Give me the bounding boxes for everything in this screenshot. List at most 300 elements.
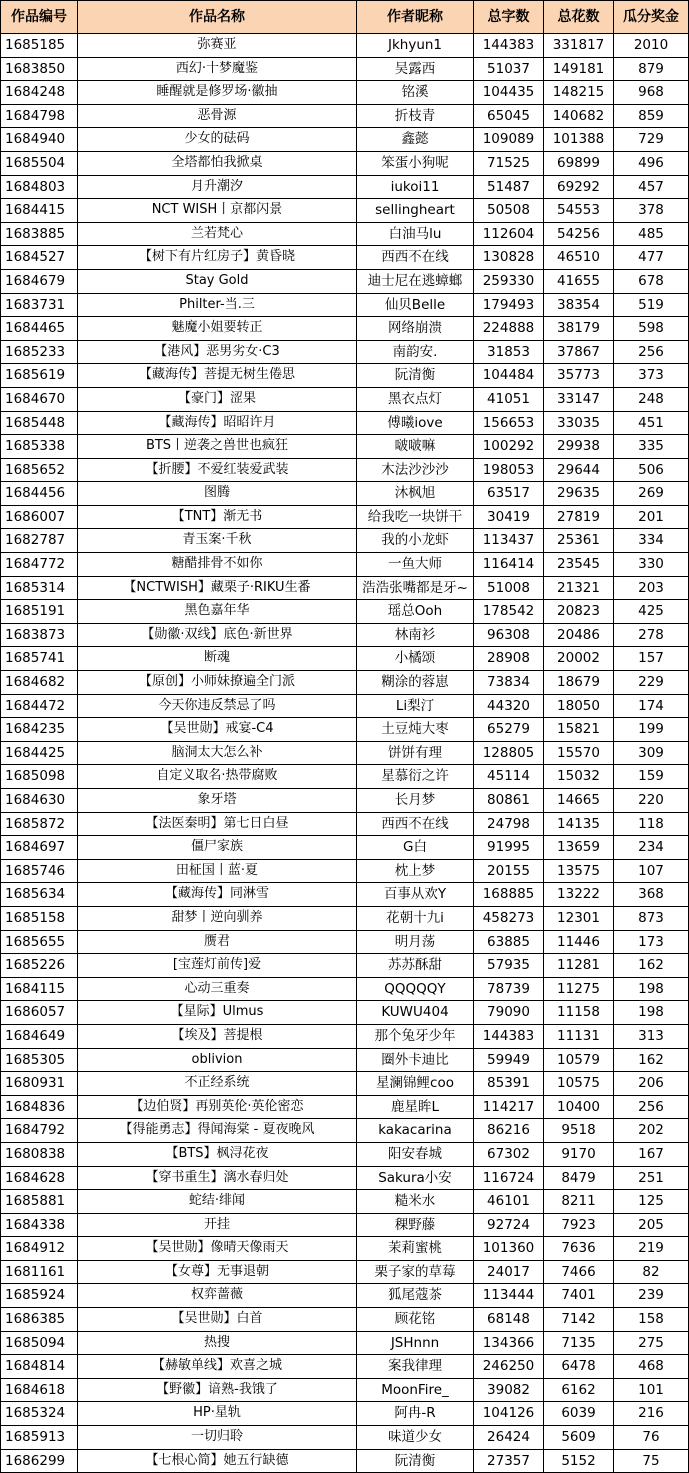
cell-work-id: 1685619 <box>1 364 78 388</box>
cell-bonus: 859 <box>614 104 689 128</box>
cell-author: 糙米水 <box>357 1190 474 1214</box>
cell-word-count: 179493 <box>474 293 544 317</box>
table-row <box>1 836 689 860</box>
cell-bonus: 477 <box>614 246 689 270</box>
header-flower-count: 总花数 <box>544 1 614 34</box>
cell-work-id: 1685652 <box>1 458 78 482</box>
table-row <box>1 435 689 459</box>
cell-flower-count: 10400 <box>544 1095 614 1119</box>
cell-bonus: 101 <box>614 1378 689 1402</box>
cell-word-count: 246250 <box>474 1355 544 1379</box>
table-row <box>1 364 689 388</box>
cell-word-count: 78739 <box>474 977 544 1001</box>
table-row <box>1 529 689 553</box>
cell-flower-count: 38179 <box>544 317 614 341</box>
cell-work-title: NCT WISH丨京都闪景 <box>78 199 357 223</box>
cell-word-count: 51487 <box>474 175 544 199</box>
cell-word-count: 259330 <box>474 269 544 293</box>
table-row <box>1 694 689 718</box>
cell-bonus: 519 <box>614 293 689 317</box>
cell-author: 迪士尼在逃蟑螂 <box>357 269 474 293</box>
cell-bonus: 335 <box>614 435 689 459</box>
cell-work-title: 【折腰】不爱红装爱武装 <box>78 458 357 482</box>
cell-word-count: 134366 <box>474 1331 544 1355</box>
cell-author: 饼饼有理 <box>357 741 474 765</box>
table-row <box>1 1001 689 1025</box>
cell-work-title: oblivion <box>78 1048 357 1072</box>
cell-flower-count: 11158 <box>544 1001 614 1025</box>
cell-work-id: 1683850 <box>1 57 78 81</box>
cell-author: 吴露西 <box>357 57 474 81</box>
cell-word-count: 20155 <box>474 859 544 883</box>
table-row <box>1 1024 689 1048</box>
cell-work-title: BTS丨逆袭之兽世也疯狂 <box>78 435 357 459</box>
table-row <box>1 199 689 223</box>
cell-work-id: 1684697 <box>1 836 78 860</box>
cell-flower-count: 6478 <box>544 1355 614 1379</box>
cell-bonus: 167 <box>614 1142 689 1166</box>
cell-work-title: 【原创】小师妹撩遍全门派 <box>78 671 357 695</box>
table-row <box>1 718 689 742</box>
table-row <box>1 906 689 930</box>
cell-author: 给我吃一块饼干 <box>357 505 474 529</box>
cell-word-count: 104484 <box>474 364 544 388</box>
cell-work-title: 【女尊】无事退朝 <box>78 1260 357 1284</box>
cell-flower-count: 11131 <box>544 1024 614 1048</box>
table-row <box>1 1426 689 1450</box>
cell-author: MoonFire_ <box>357 1378 474 1402</box>
table-row <box>1 269 689 293</box>
cell-author: 苏苏酥甜 <box>357 954 474 978</box>
cell-bonus: 198 <box>614 1001 689 1025</box>
cell-word-count: 41051 <box>474 387 544 411</box>
cell-work-id: 1684630 <box>1 789 78 813</box>
cell-word-count: 51037 <box>474 57 544 81</box>
cell-flower-count: 6162 <box>544 1378 614 1402</box>
cell-author: 西西不在线 <box>357 812 474 836</box>
table-row <box>1 293 689 317</box>
cell-work-title: 【豪门】涩果 <box>78 387 357 411</box>
cell-flower-count: 8479 <box>544 1166 614 1190</box>
table-row <box>1 1260 689 1284</box>
cell-work-id: 1685924 <box>1 1284 78 1308</box>
cell-work-title: 蛇结·绯闻 <box>78 1190 357 1214</box>
cell-flower-count: 148215 <box>544 81 614 105</box>
cell-bonus: 219 <box>614 1237 689 1261</box>
cell-bonus: 173 <box>614 930 689 954</box>
table-row <box>1 954 689 978</box>
cell-bonus: 729 <box>614 128 689 152</box>
table-row <box>1 930 689 954</box>
cell-author: 味道少女 <box>357 1426 474 1450</box>
cell-bonus: 107 <box>614 859 689 883</box>
cell-work-id: 1685448 <box>1 411 78 435</box>
cell-bonus: 202 <box>614 1119 689 1143</box>
cell-word-count: 113444 <box>474 1284 544 1308</box>
table-row <box>1 576 689 600</box>
cell-work-id: 1683731 <box>1 293 78 317</box>
cell-work-id: 1685634 <box>1 883 78 907</box>
cell-work-title: 少女的砝码 <box>78 128 357 152</box>
cell-bonus: 82 <box>614 1260 689 1284</box>
cell-author: 那个兔牙少年 <box>357 1024 474 1048</box>
table-row <box>1 1284 689 1308</box>
cell-work-title: [宝莲灯前传]爱 <box>78 954 357 978</box>
cell-work-id: 1681161 <box>1 1260 78 1284</box>
cell-word-count: 112604 <box>474 222 544 246</box>
cell-work-title: 全塔都怕我掀桌 <box>78 151 357 175</box>
cell-flower-count: 11281 <box>544 954 614 978</box>
table-row <box>1 1449 689 1473</box>
table-row <box>1 128 689 152</box>
cell-flower-count: 11275 <box>544 977 614 1001</box>
cell-bonus: 334 <box>614 529 689 553</box>
cell-author: 阳安春城 <box>357 1142 474 1166</box>
cell-bonus: 330 <box>614 553 689 577</box>
cell-flower-count: 14665 <box>544 789 614 813</box>
cell-author: 木法沙沙沙 <box>357 458 474 482</box>
cell-flower-count: 18050 <box>544 694 614 718</box>
cell-author: Sakura小安 <box>357 1166 474 1190</box>
table-row <box>1 1237 689 1261</box>
cell-bonus: 485 <box>614 222 689 246</box>
cell-word-count: 198053 <box>474 458 544 482</box>
cell-work-id: 1684679 <box>1 269 78 293</box>
cell-word-count: 24017 <box>474 1260 544 1284</box>
cell-author: 浩浩张嘴都是牙~ <box>357 576 474 600</box>
cell-work-id: 1684682 <box>1 671 78 695</box>
cell-flower-count: 7923 <box>544 1213 614 1237</box>
cell-work-id: 1683873 <box>1 623 78 647</box>
cell-flower-count: 15032 <box>544 765 614 789</box>
cell-work-title: 【树下有片红房子】黄昏晓 <box>78 246 357 270</box>
cell-flower-count: 9170 <box>544 1142 614 1166</box>
cell-work-id: 1684628 <box>1 1166 78 1190</box>
cell-author: 网络崩溃 <box>357 317 474 341</box>
cell-work-title: 【法医秦明】第七日白昼 <box>78 812 357 836</box>
cell-flower-count: 27819 <box>544 505 614 529</box>
table-row <box>1 317 689 341</box>
cell-work-id: 1684836 <box>1 1095 78 1119</box>
cell-bonus: 174 <box>614 694 689 718</box>
cell-flower-count: 7142 <box>544 1308 614 1332</box>
cell-author: 长月梦 <box>357 789 474 813</box>
cell-word-count: 59949 <box>474 1048 544 1072</box>
cell-bonus: 229 <box>614 671 689 695</box>
cell-word-count: 144383 <box>474 1024 544 1048</box>
cell-author: 阮清衡 <box>357 1449 474 1473</box>
table-body <box>1 34 689 1473</box>
cell-work-id: 1686299 <box>1 1449 78 1473</box>
cell-work-id: 1685191 <box>1 600 78 624</box>
cell-work-title: 【赫敏单线】欢喜之城 <box>78 1355 357 1379</box>
header-word-count: 总字数 <box>474 1 544 34</box>
cell-word-count: 79090 <box>474 1001 544 1025</box>
cell-bonus: 220 <box>614 789 689 813</box>
cell-work-title: 【吴世勋】戒宴-C4 <box>78 718 357 742</box>
cell-work-title: 西幻·十梦魔鉴 <box>78 57 357 81</box>
cell-word-count: 51008 <box>474 576 544 600</box>
cell-author: 我的小龙虾 <box>357 529 474 553</box>
cell-author: 瑶总Ooh <box>357 600 474 624</box>
cell-author: 南韵安. <box>357 340 474 364</box>
cell-author: 花朝十九i <box>357 906 474 930</box>
cell-word-count: 30419 <box>474 505 544 529</box>
table-row <box>1 600 689 624</box>
table-row <box>1 505 689 529</box>
cell-author: 栗子家的草莓 <box>357 1260 474 1284</box>
cell-work-id: 1684912 <box>1 1237 78 1261</box>
cell-flower-count: 5152 <box>544 1449 614 1473</box>
cell-author: 小橘颂 <box>357 647 474 671</box>
table-row <box>1 1166 689 1190</box>
cell-work-title: 甜梦丨逆向驯养 <box>78 906 357 930</box>
cell-work-id: 1686007 <box>1 505 78 529</box>
cell-bonus: 457 <box>614 175 689 199</box>
table-row <box>1 789 689 813</box>
cell-word-count: 156653 <box>474 411 544 435</box>
cell-word-count: 458273 <box>474 906 544 930</box>
cell-word-count: 101360 <box>474 1237 544 1261</box>
cell-work-title: 【得能勇志】得闻海棠 - 夏夜晚风 <box>78 1119 357 1143</box>
cell-work-title: 脑洞太大怎么补 <box>78 741 357 765</box>
table-row <box>1 1190 689 1214</box>
cell-bonus: 206 <box>614 1072 689 1096</box>
cell-author: 折枝青 <box>357 104 474 128</box>
cell-word-count: 86216 <box>474 1119 544 1143</box>
table-row <box>1 151 689 175</box>
table-row <box>1 1095 689 1119</box>
cell-work-title: 【藏海传】菩提无树生倦思 <box>78 364 357 388</box>
cell-flower-count: 5609 <box>544 1426 614 1450</box>
cell-flower-count: 6039 <box>544 1402 614 1426</box>
header-bonus: 瓜分奖金 <box>614 1 689 34</box>
cell-bonus: 2010 <box>614 34 689 58</box>
cell-word-count: 24798 <box>474 812 544 836</box>
cell-bonus: 269 <box>614 482 689 506</box>
table-row <box>1 34 689 58</box>
cell-work-id: 1684792 <box>1 1119 78 1143</box>
table-row <box>1 1308 689 1332</box>
cell-flower-count: 69899 <box>544 151 614 175</box>
cell-work-title: 【勋徽·双线】底色·新世界 <box>78 623 357 647</box>
cell-work-title: 权弈蔷薇 <box>78 1284 357 1308</box>
cell-word-count: 27357 <box>474 1449 544 1473</box>
header-row <box>1 1 689 34</box>
cell-work-title: 黑色嘉年华 <box>78 600 357 624</box>
cell-work-title: 魅魔小姐要转正 <box>78 317 357 341</box>
table-row <box>1 1331 689 1355</box>
cell-author: 笨蛋小狗呢 <box>357 151 474 175</box>
cell-bonus: 968 <box>614 81 689 105</box>
table-row <box>1 1048 689 1072</box>
table-row <box>1 1213 689 1237</box>
cell-work-id: 1685233 <box>1 340 78 364</box>
cell-author: 铭溪 <box>357 81 474 105</box>
cell-bonus: 203 <box>614 576 689 600</box>
cell-word-count: 45114 <box>474 765 544 789</box>
table-row <box>1 175 689 199</box>
cell-bonus: 76 <box>614 1426 689 1450</box>
cell-work-id: 1684803 <box>1 175 78 199</box>
cell-flower-count: 7636 <box>544 1237 614 1261</box>
cell-work-id: 1684115 <box>1 977 78 1001</box>
cell-bonus: 198 <box>614 977 689 1001</box>
cell-author: kakacarina <box>357 1119 474 1143</box>
cell-author: 西西不在线 <box>357 246 474 270</box>
table-row <box>1 1355 689 1379</box>
cell-word-count: 26424 <box>474 1426 544 1450</box>
cell-bonus: 251 <box>614 1166 689 1190</box>
cell-bonus: 879 <box>614 57 689 81</box>
table-row <box>1 1402 689 1426</box>
cell-flower-count: 10579 <box>544 1048 614 1072</box>
cell-work-title: 【藏海传】同淋雪 <box>78 883 357 907</box>
cell-word-count: 113437 <box>474 529 544 553</box>
cell-work-title: 恶骨源 <box>78 104 357 128</box>
cell-work-id: 1685504 <box>1 151 78 175</box>
table-row <box>1 1378 689 1402</box>
table-row <box>1 859 689 883</box>
cell-work-title: 糖醋排骨不如你 <box>78 553 357 577</box>
cell-bonus: 248 <box>614 387 689 411</box>
cell-bonus: 373 <box>614 364 689 388</box>
cell-author: JSHnnn <box>357 1331 474 1355</box>
cell-author: 黑衣点灯 <box>357 387 474 411</box>
cell-bonus: 496 <box>614 151 689 175</box>
table-row <box>1 883 689 907</box>
header-author: 作者昵称 <box>357 1 474 34</box>
cell-word-count: 116724 <box>474 1166 544 1190</box>
cell-work-id: 1684670 <box>1 387 78 411</box>
cell-flower-count: 9518 <box>544 1119 614 1143</box>
cell-author: 狐尾蔻茶 <box>357 1284 474 1308</box>
cell-author: iukoi11 <box>357 175 474 199</box>
cell-author: 星澜锦鲤coo <box>357 1072 474 1096</box>
table-row <box>1 741 689 765</box>
cell-work-id: 1684798 <box>1 104 78 128</box>
cell-flower-count: 46510 <box>544 246 614 270</box>
cell-work-title: 热搜 <box>78 1331 357 1355</box>
cell-work-id: 1682787 <box>1 529 78 553</box>
cell-work-id: 1684618 <box>1 1378 78 1402</box>
table-row <box>1 553 689 577</box>
cell-work-title: 【边伯贤】再别英伦·英伦密恋 <box>78 1095 357 1119</box>
cell-work-title: 图腾 <box>78 482 357 506</box>
cell-work-id: 1685158 <box>1 906 78 930</box>
cell-bonus: 468 <box>614 1355 689 1379</box>
table-row <box>1 1072 689 1096</box>
cell-flower-count: 7466 <box>544 1260 614 1284</box>
cell-word-count: 128805 <box>474 741 544 765</box>
cell-word-count: 65045 <box>474 104 544 128</box>
table-row <box>1 387 689 411</box>
table-row <box>1 671 689 695</box>
cell-flower-count: 20002 <box>544 647 614 671</box>
cell-flower-count: 25361 <box>544 529 614 553</box>
cell-work-id: 1684527 <box>1 246 78 270</box>
cell-word-count: 100292 <box>474 435 544 459</box>
cell-word-count: 104435 <box>474 81 544 105</box>
cell-work-title: 僵尸家族 <box>78 836 357 860</box>
cell-word-count: 73834 <box>474 671 544 695</box>
cell-work-title: 青玉案·千秋 <box>78 529 357 553</box>
cell-flower-count: 29635 <box>544 482 614 506</box>
cell-work-id: 1685741 <box>1 647 78 671</box>
cell-author: 顾花铭 <box>357 1308 474 1332</box>
cell-work-title: 兰若梵心 <box>78 222 357 246</box>
cell-word-count: 96308 <box>474 623 544 647</box>
cell-flower-count: 149181 <box>544 57 614 81</box>
cell-author: 鑫懿 <box>357 128 474 152</box>
cell-work-id: 1684814 <box>1 1355 78 1379</box>
cell-author: 星慕衍之许 <box>357 765 474 789</box>
cell-bonus: 506 <box>614 458 689 482</box>
cell-work-id: 1685872 <box>1 812 78 836</box>
table-row <box>1 246 689 270</box>
table-row <box>1 1142 689 1166</box>
cell-work-id: 1685655 <box>1 930 78 954</box>
cell-author: 糊涂的蓉崽 <box>357 671 474 695</box>
cell-bonus: 158 <box>614 1308 689 1332</box>
table-row <box>1 340 689 364</box>
cell-author: G白 <box>357 836 474 860</box>
cell-flower-count: 35773 <box>544 364 614 388</box>
cell-word-count: 144383 <box>474 34 544 58</box>
cell-work-title: 象牙塔 <box>78 789 357 813</box>
cell-flower-count: 20823 <box>544 600 614 624</box>
cell-work-id: 1684456 <box>1 482 78 506</box>
cell-bonus: 598 <box>614 317 689 341</box>
cell-work-id: 1685185 <box>1 34 78 58</box>
cell-bonus: 199 <box>614 718 689 742</box>
cell-author: Jkhyun1 <box>357 34 474 58</box>
cell-author: 傅曦iove <box>357 411 474 435</box>
cell-work-title: 【埃及】菩提根 <box>78 1024 357 1048</box>
cell-bonus: 162 <box>614 1048 689 1072</box>
cell-flower-count: 140682 <box>544 104 614 128</box>
table-row <box>1 647 689 671</box>
cell-work-id: 1684415 <box>1 199 78 223</box>
table-row <box>1 411 689 435</box>
cell-word-count: 39082 <box>474 1378 544 1402</box>
table-row <box>1 765 689 789</box>
cell-bonus: 873 <box>614 906 689 930</box>
cell-flower-count: 33035 <box>544 411 614 435</box>
cell-bonus: 157 <box>614 647 689 671</box>
cell-work-title: 不正经系统 <box>78 1072 357 1096</box>
cell-flower-count: 331817 <box>544 34 614 58</box>
cell-bonus: 451 <box>614 411 689 435</box>
cell-work-title: 田柾国丨蓝·夏 <box>78 859 357 883</box>
cell-author: Li梨汀 <box>357 694 474 718</box>
cell-flower-count: 13659 <box>544 836 614 860</box>
cell-work-title: 【港风】恶男劣女·C3 <box>78 340 357 364</box>
cell-bonus: 162 <box>614 954 689 978</box>
cell-flower-count: 21321 <box>544 576 614 600</box>
cell-word-count: 71525 <box>474 151 544 175</box>
cell-work-title: 开挂 <box>78 1213 357 1237</box>
table-row <box>1 812 689 836</box>
cell-work-id: 1680931 <box>1 1072 78 1096</box>
cell-word-count: 46101 <box>474 1190 544 1214</box>
table-row <box>1 57 689 81</box>
cell-word-count: 68148 <box>474 1308 544 1332</box>
cell-author: 仙贝Belle <box>357 293 474 317</box>
cell-work-id: 1686057 <box>1 1001 78 1025</box>
cell-flower-count: 37867 <box>544 340 614 364</box>
cell-work-title: 弥赛亚 <box>78 34 357 58</box>
